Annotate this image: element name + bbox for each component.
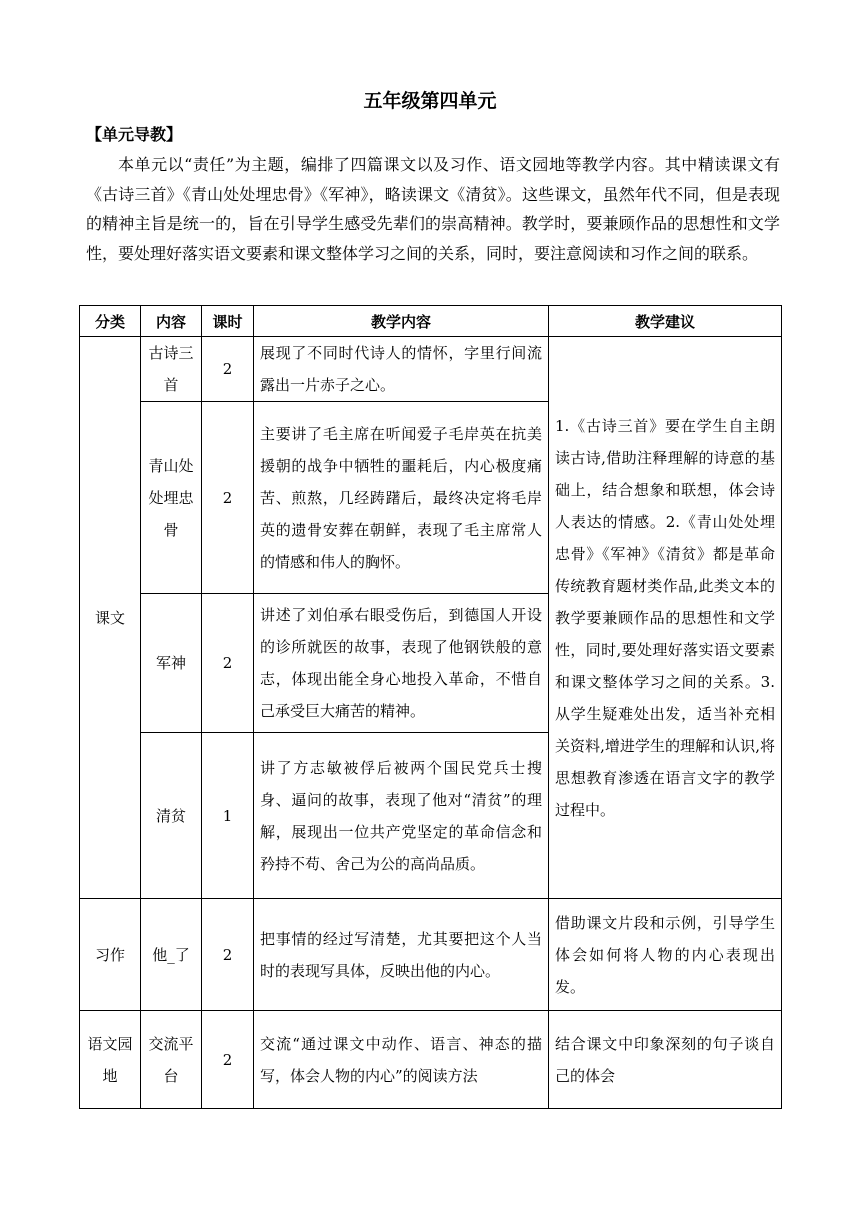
category-cell: 课文 [80, 337, 141, 899]
header-category: 分类 [80, 306, 141, 337]
lesson-hours: 1 [202, 733, 254, 899]
category-cell: 习作 [80, 899, 141, 1011]
lesson-title: 清贫 [141, 733, 202, 899]
lesson-content: 主要讲了毛主席在听闻爱子毛岸英在抗美援朝的战争中牺牲的噩耗后，内心极度痛苦、煎熬，几经踌躇后，最终决定将毛岸英的遗骨安葬在朝鲜，表现了毛主席常人的情感和伟人的胸怀。 [254, 402, 549, 594]
lesson-title: 军神 [141, 594, 202, 733]
page-title: 五年级第四单元 [363, 90, 497, 112]
lesson-advice: 结合课文中印象深刻的句子谈自己的体会 [549, 1011, 782, 1109]
section-heading: 【单元导教】 [86, 125, 183, 144]
category-cell: 语文园地 [80, 1011, 141, 1109]
lesson-content: 把事情的经过写清楚，尤其要把这个人当时的表现写具体，反映出他的内心。 [254, 899, 549, 1011]
lesson-title: 青山处处埋忠骨 [141, 402, 202, 594]
table-row [80, 1011, 782, 1109]
header-content: 内容 [141, 306, 202, 337]
lesson-title: 他_了 [141, 899, 202, 1011]
lesson-advice: 借助课文片段和示例，引导学生体会如何将人物的内心表现出发。 [549, 899, 782, 1011]
lesson-content: 讲述了刘伯承右眼受伤后，到德国人开设的诊所就医的故事，表现了他钢铁般的意志，体现出能全身心地投入革命，不惜自己承受巨大痛苦的精神。 [254, 594, 549, 733]
header-teaching-advice: 教学建议 [549, 306, 782, 337]
intro-paragraph: 本单元以“责任”为主题，编排了四篇课文以及习作、语文园地等教学内容。其中精读课文有《古诗三首》《青山处处埋忠骨》《军神》，略读课文《清贫》。这些课文，虽然年代不同，但是表现的精神主旨是统一的，旨在引导学生感受先辈们的崇高精神。教学时，要兼顾作品的思想性和文学性，要处理好落实语文要素和课文整体学习之间的关系，同时，要注意阅读和习作之间的联系。 [86, 155, 780, 263]
lesson-hours: 2 [202, 594, 254, 733]
lesson-content: 交流“通过课文中动作、语言、神态的描写，体会人物的内心”的阅读方法 [254, 1011, 549, 1109]
lesson-table [79, 305, 782, 1109]
lesson-title: 交流平台 [141, 1011, 202, 1109]
table-row [80, 899, 782, 1011]
header-hours: 课时 [202, 306, 254, 337]
lesson-content: 展现了不同时代诗人的情怀，字里行间流露出一片赤子之心。 [254, 337, 549, 402]
lesson-hours: 2 [202, 899, 254, 1011]
lesson-hours: 2 [202, 402, 254, 594]
table-header-row [80, 306, 782, 337]
lesson-content: 讲了方志敏被俘后被两个国民党兵士搜身、逼问的故事，表现了他对“清贫”的理解，展现出一位共产党坚定的革命信念和矜持不苟、舍己为公的高尚品质。 [254, 733, 549, 899]
lesson-title: 古诗三首 [141, 337, 202, 402]
header-teaching-content: 教学内容 [254, 306, 549, 337]
table-row [80, 337, 782, 402]
lesson-hours: 2 [202, 1011, 254, 1109]
lesson-advice: 1.《古诗三首》要在学生自主朗读古诗,借助注释理解的诗意的基础上，结合想象和联想，体会诗人表达的情感。2.《青山处处埋忠骨》《军神》《清贫》都是革命传统教育题材类作品,此类文本的教学要兼顾作品的思想性和文学性，同时,要处理好落实语文要素和课文整体学习之间的关系。3.从学生疑难处出发，适当补充相关资料,增进学生的理解和认识,将思想教育渗透在语言文字的教学过程中。 [549, 337, 782, 899]
lesson-hours: 2 [202, 337, 254, 402]
